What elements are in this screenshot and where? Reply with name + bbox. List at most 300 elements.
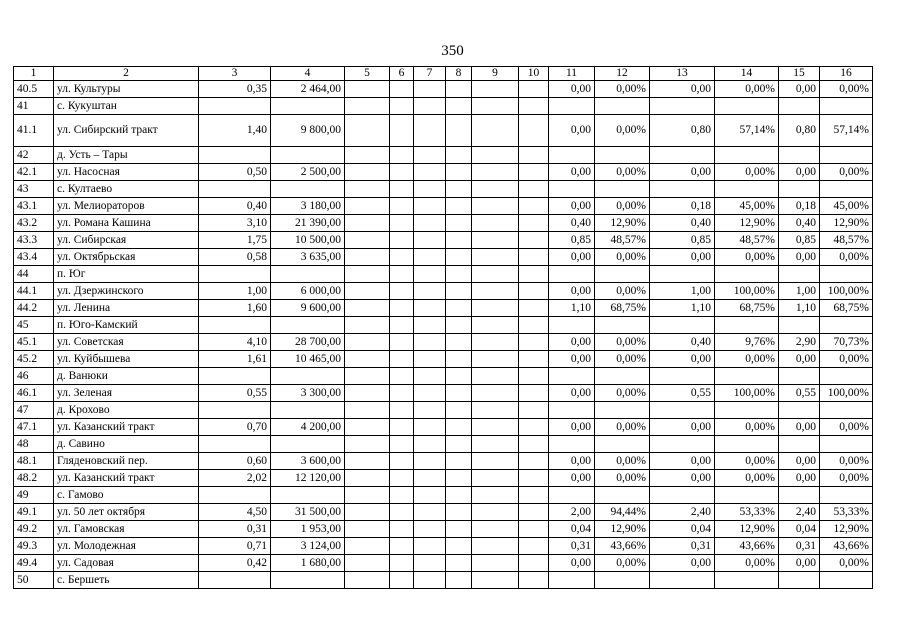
header-row bbox=[14, 67, 873, 81]
table-cell bbox=[446, 351, 472, 368]
table-cell bbox=[390, 300, 414, 317]
table-cell: 10 500,00 bbox=[271, 232, 345, 249]
table-cell bbox=[345, 368, 390, 385]
table-cell bbox=[390, 81, 414, 98]
header-cell: 3 bbox=[199, 67, 271, 81]
table-cell: 0,00 bbox=[779, 249, 820, 266]
table-cell: п. Юго-Камский bbox=[54, 317, 199, 334]
table-cell: 0,00% bbox=[820, 419, 873, 436]
table-cell: 0,00% bbox=[820, 81, 873, 98]
table-cell bbox=[472, 334, 519, 351]
table-cell bbox=[271, 487, 345, 504]
table-cell: 0,00% bbox=[715, 164, 779, 181]
table-cell bbox=[820, 266, 873, 283]
table-cell: 10 465,00 bbox=[271, 351, 345, 368]
table-cell bbox=[446, 266, 472, 283]
table-cell bbox=[472, 521, 519, 538]
table-body bbox=[14, 67, 873, 589]
table-cell: 0,04 bbox=[549, 521, 595, 538]
table-cell: 0,85 bbox=[650, 232, 715, 249]
table-cell: 3 124,00 bbox=[271, 538, 345, 555]
table-cell bbox=[472, 419, 519, 436]
table-cell bbox=[199, 317, 271, 334]
table-cell bbox=[414, 351, 446, 368]
table-cell bbox=[779, 266, 820, 283]
table-cell bbox=[446, 521, 472, 538]
table-cell: с. Кукуштан bbox=[54, 98, 199, 115]
table-cell bbox=[271, 266, 345, 283]
table-cell: 68,75% bbox=[820, 300, 873, 317]
table-cell bbox=[519, 436, 549, 453]
table-cell: 0,40 bbox=[779, 215, 820, 232]
table-cell: 0,00% bbox=[595, 351, 650, 368]
table-cell: 44 bbox=[14, 266, 54, 283]
table-cell bbox=[271, 181, 345, 198]
table-cell bbox=[446, 453, 472, 470]
table-cell: 0,00 bbox=[549, 385, 595, 402]
table-cell: 4,50 bbox=[199, 504, 271, 521]
table-cell bbox=[472, 504, 519, 521]
table-cell bbox=[519, 402, 549, 419]
table-cell: 12,90% bbox=[820, 521, 873, 538]
table-cell: 2,00 bbox=[549, 504, 595, 521]
table-cell bbox=[472, 266, 519, 283]
table-cell: 2,40 bbox=[650, 504, 715, 521]
table-cell bbox=[446, 300, 472, 317]
table-cell: 0,31 bbox=[199, 521, 271, 538]
table-cell: 0,00% bbox=[820, 249, 873, 266]
table-cell: 68,75% bbox=[715, 300, 779, 317]
table-cell bbox=[519, 555, 549, 572]
table-cell bbox=[519, 115, 549, 147]
table-cell bbox=[390, 334, 414, 351]
table-row bbox=[14, 249, 873, 266]
table-cell bbox=[345, 334, 390, 351]
table-cell bbox=[650, 266, 715, 283]
table-cell: 48,57% bbox=[820, 232, 873, 249]
table-cell bbox=[414, 521, 446, 538]
table-row bbox=[14, 98, 873, 115]
table-cell: 1,60 bbox=[199, 300, 271, 317]
table-cell: 0,31 bbox=[779, 538, 820, 555]
table-cell bbox=[446, 487, 472, 504]
table-row bbox=[14, 300, 873, 317]
table-cell bbox=[390, 419, 414, 436]
table-cell bbox=[715, 181, 779, 198]
table-cell bbox=[820, 98, 873, 115]
table-cell bbox=[345, 504, 390, 521]
table-cell bbox=[446, 215, 472, 232]
table-cell bbox=[472, 453, 519, 470]
table-cell bbox=[271, 317, 345, 334]
table-cell bbox=[519, 81, 549, 98]
table-cell bbox=[779, 98, 820, 115]
table-cell: 43,66% bbox=[595, 538, 650, 555]
table-cell: 12 120,00 bbox=[271, 470, 345, 487]
table-cell bbox=[345, 470, 390, 487]
table-cell bbox=[390, 487, 414, 504]
table-cell: 44.2 bbox=[14, 300, 54, 317]
table-cell bbox=[414, 487, 446, 504]
table-cell: 0,71 bbox=[199, 538, 271, 555]
table-cell: 42 bbox=[14, 147, 54, 164]
table-cell: 0,00% bbox=[715, 81, 779, 98]
table-cell: 43,66% bbox=[820, 538, 873, 555]
table-cell: 9 600,00 bbox=[271, 300, 345, 317]
table-cell: 41.1 bbox=[14, 115, 54, 147]
table-cell bbox=[820, 487, 873, 504]
table-cell: 49.1 bbox=[14, 504, 54, 521]
header-cell: 1 bbox=[14, 67, 54, 81]
table-cell: 0,00 bbox=[549, 81, 595, 98]
table-cell bbox=[472, 164, 519, 181]
table-cell: 12,90% bbox=[595, 521, 650, 538]
header-cell: 11 bbox=[549, 67, 595, 81]
page-number: 350 bbox=[441, 43, 464, 59]
table-cell bbox=[271, 402, 345, 419]
table-cell: п. Юг bbox=[54, 266, 199, 283]
table-cell bbox=[414, 453, 446, 470]
table-cell: 0,00 bbox=[779, 419, 820, 436]
table-cell bbox=[345, 249, 390, 266]
table-cell bbox=[472, 300, 519, 317]
header-cell: 2 bbox=[54, 67, 199, 81]
table-cell bbox=[549, 487, 595, 504]
table-cell bbox=[345, 521, 390, 538]
table-cell: 0,00% bbox=[715, 419, 779, 436]
table-cell bbox=[446, 334, 472, 351]
table-cell: с. Гамово bbox=[54, 487, 199, 504]
table-cell bbox=[820, 181, 873, 198]
table-cell: 0,00 bbox=[650, 164, 715, 181]
table-cell bbox=[519, 147, 549, 164]
table-cell bbox=[390, 317, 414, 334]
table-cell bbox=[472, 317, 519, 334]
table-row bbox=[14, 232, 873, 249]
table-cell: 0,00% bbox=[820, 470, 873, 487]
table-cell bbox=[715, 368, 779, 385]
table-cell: с. Култаево bbox=[54, 181, 199, 198]
table-row bbox=[14, 368, 873, 385]
table-cell bbox=[390, 215, 414, 232]
table-cell: 0,00% bbox=[715, 555, 779, 572]
table-cell: 0,04 bbox=[779, 521, 820, 538]
table-cell: 0,40 bbox=[199, 198, 271, 215]
table-cell: 1 680,00 bbox=[271, 555, 345, 572]
table-cell: ул. Дзержинского bbox=[54, 283, 199, 300]
table-cell: 21 390,00 bbox=[271, 215, 345, 232]
table-cell: 0,00 bbox=[779, 555, 820, 572]
table-cell bbox=[390, 147, 414, 164]
table-cell bbox=[271, 98, 345, 115]
table-cell bbox=[519, 283, 549, 300]
table-cell bbox=[414, 555, 446, 572]
table-cell: 45,00% bbox=[820, 198, 873, 215]
table-cell bbox=[390, 436, 414, 453]
table-cell bbox=[446, 402, 472, 419]
table-cell: ул. Садовая bbox=[54, 555, 199, 572]
table-cell: 100,00% bbox=[715, 283, 779, 300]
table-cell: 0,85 bbox=[779, 232, 820, 249]
table-cell bbox=[595, 266, 650, 283]
table-cell: 43.4 bbox=[14, 249, 54, 266]
table-cell bbox=[472, 283, 519, 300]
table-cell: 43 bbox=[14, 181, 54, 198]
table-cell bbox=[650, 181, 715, 198]
table-cell bbox=[345, 572, 390, 589]
table-cell: 48,57% bbox=[715, 232, 779, 249]
table-cell: 47 bbox=[14, 402, 54, 419]
table-cell: 48 bbox=[14, 436, 54, 453]
table-cell bbox=[650, 147, 715, 164]
table-cell: 12,90% bbox=[715, 215, 779, 232]
table-cell bbox=[472, 538, 519, 555]
table-cell bbox=[650, 487, 715, 504]
table-cell bbox=[549, 317, 595, 334]
table-cell bbox=[820, 436, 873, 453]
table-cell bbox=[549, 572, 595, 589]
table-cell: 0,00% bbox=[595, 385, 650, 402]
table-cell: 0,00% bbox=[595, 334, 650, 351]
table-cell: 0,70 bbox=[199, 419, 271, 436]
table-cell bbox=[414, 249, 446, 266]
table-cell bbox=[519, 198, 549, 215]
table-row bbox=[14, 538, 873, 555]
table-cell: 6 000,00 bbox=[271, 283, 345, 300]
table-cell bbox=[595, 181, 650, 198]
table-row bbox=[14, 81, 873, 98]
table-cell bbox=[519, 572, 549, 589]
table-cell: ул. Советская bbox=[54, 334, 199, 351]
header-cell: 5 bbox=[345, 67, 390, 81]
table-cell bbox=[390, 470, 414, 487]
table-cell: 0,80 bbox=[779, 115, 820, 147]
table-row bbox=[14, 504, 873, 521]
table-cell bbox=[345, 402, 390, 419]
header-cell: 13 bbox=[650, 67, 715, 81]
table-cell bbox=[414, 317, 446, 334]
table-cell bbox=[519, 538, 549, 555]
table-cell bbox=[446, 232, 472, 249]
table-cell bbox=[446, 572, 472, 589]
table-cell: 0,00 bbox=[549, 198, 595, 215]
table-cell: 0,00% bbox=[595, 555, 650, 572]
table-cell: 0,00% bbox=[820, 453, 873, 470]
table-cell: 49 bbox=[14, 487, 54, 504]
table-cell: 4,10 bbox=[199, 334, 271, 351]
table-cell: 49.4 bbox=[14, 555, 54, 572]
table-row bbox=[14, 147, 873, 164]
table-cell: д. Усть – Тары bbox=[54, 147, 199, 164]
table-cell: ул. Романа Кашина bbox=[54, 215, 199, 232]
table-cell bbox=[446, 385, 472, 402]
table-cell bbox=[345, 181, 390, 198]
table-cell bbox=[549, 402, 595, 419]
table-cell bbox=[519, 266, 549, 283]
table-cell bbox=[414, 81, 446, 98]
table-cell bbox=[390, 555, 414, 572]
table-cell: ул. Октябрьская bbox=[54, 249, 199, 266]
table-cell: 70,73% bbox=[820, 334, 873, 351]
table-cell: ул. Зеленая bbox=[54, 385, 199, 402]
table-row bbox=[14, 181, 873, 198]
table-cell bbox=[414, 402, 446, 419]
table-cell: 43,66% bbox=[715, 538, 779, 555]
table-cell bbox=[519, 504, 549, 521]
table-cell: 43.2 bbox=[14, 215, 54, 232]
table-cell: 0,55 bbox=[650, 385, 715, 402]
table-cell bbox=[345, 555, 390, 572]
table-cell bbox=[345, 385, 390, 402]
table-cell: 0,50 bbox=[199, 164, 271, 181]
table-cell: 45 bbox=[14, 317, 54, 334]
table-cell: 0,04 bbox=[650, 521, 715, 538]
table-cell bbox=[345, 115, 390, 147]
table-cell bbox=[390, 351, 414, 368]
table-cell bbox=[345, 317, 390, 334]
table-cell: Гляденовский пер. bbox=[54, 453, 199, 470]
table-cell bbox=[271, 368, 345, 385]
table-row bbox=[14, 470, 873, 487]
table-cell bbox=[390, 198, 414, 215]
table-cell: 45,00% bbox=[715, 198, 779, 215]
table-row bbox=[14, 453, 873, 470]
header-cell: 4 bbox=[271, 67, 345, 81]
table-cell: 1,40 bbox=[199, 115, 271, 147]
table-cell bbox=[519, 334, 549, 351]
table-cell: 0,00% bbox=[820, 555, 873, 572]
table-cell: 41 bbox=[14, 98, 54, 115]
table-cell bbox=[519, 249, 549, 266]
table-cell: 0,00 bbox=[650, 419, 715, 436]
table-cell: 45.2 bbox=[14, 351, 54, 368]
table-cell: 48.2 bbox=[14, 470, 54, 487]
table-cell: 0,18 bbox=[779, 198, 820, 215]
table-row bbox=[14, 334, 873, 351]
table-row bbox=[14, 419, 873, 436]
table-cell bbox=[595, 147, 650, 164]
table-cell bbox=[446, 98, 472, 115]
header-cell: 14 bbox=[715, 67, 779, 81]
table-cell: 0,00% bbox=[595, 470, 650, 487]
header-cell: 7 bbox=[414, 67, 446, 81]
table-cell bbox=[472, 249, 519, 266]
table-cell bbox=[199, 436, 271, 453]
table-cell bbox=[446, 504, 472, 521]
table-cell: 49.3 bbox=[14, 538, 54, 555]
table-row bbox=[14, 215, 873, 232]
table-cell bbox=[472, 115, 519, 147]
table-cell: 0,40 bbox=[549, 215, 595, 232]
table-cell: 40.5 bbox=[14, 81, 54, 98]
table-cell: 57,14% bbox=[820, 115, 873, 147]
table-cell bbox=[820, 317, 873, 334]
table-cell bbox=[779, 147, 820, 164]
table-cell: 0,00% bbox=[715, 453, 779, 470]
table-cell bbox=[472, 215, 519, 232]
table-cell: 2,40 bbox=[779, 504, 820, 521]
header-cell: 16 bbox=[820, 67, 873, 81]
table-cell bbox=[271, 436, 345, 453]
table-cell: 1 953,00 bbox=[271, 521, 345, 538]
table-cell: 0,00% bbox=[715, 249, 779, 266]
table-cell bbox=[595, 98, 650, 115]
table-cell: 0,00% bbox=[820, 351, 873, 368]
table-cell bbox=[345, 300, 390, 317]
table-cell bbox=[820, 368, 873, 385]
table-cell bbox=[779, 402, 820, 419]
table-cell bbox=[199, 98, 271, 115]
table-cell: 0,00% bbox=[595, 164, 650, 181]
table-cell: 2,90 bbox=[779, 334, 820, 351]
table-cell bbox=[446, 283, 472, 300]
table-cell bbox=[779, 487, 820, 504]
table-cell bbox=[549, 436, 595, 453]
table-cell bbox=[650, 572, 715, 589]
table-cell bbox=[414, 436, 446, 453]
table-cell bbox=[715, 317, 779, 334]
table-cell: 2 500,00 bbox=[271, 164, 345, 181]
table-cell: д. Крохово bbox=[54, 402, 199, 419]
table-cell bbox=[345, 147, 390, 164]
table-cell bbox=[446, 147, 472, 164]
table-cell bbox=[345, 98, 390, 115]
table-cell bbox=[595, 572, 650, 589]
table-cell bbox=[390, 453, 414, 470]
table-cell: 50 bbox=[14, 572, 54, 589]
table-cell bbox=[446, 419, 472, 436]
table-cell bbox=[446, 198, 472, 215]
table-cell bbox=[519, 521, 549, 538]
table-cell: 0,00 bbox=[650, 351, 715, 368]
table-cell bbox=[519, 164, 549, 181]
table-cell bbox=[472, 368, 519, 385]
table-cell bbox=[472, 470, 519, 487]
table-cell bbox=[650, 317, 715, 334]
table-cell: 0,00 bbox=[549, 470, 595, 487]
table-cell bbox=[414, 98, 446, 115]
table-cell: 0,55 bbox=[199, 385, 271, 402]
table-cell: 0,00% bbox=[595, 81, 650, 98]
table-cell bbox=[390, 283, 414, 300]
table-cell bbox=[446, 181, 472, 198]
table-cell bbox=[549, 147, 595, 164]
table-cell: 0,00 bbox=[779, 470, 820, 487]
table-cell bbox=[779, 317, 820, 334]
table-cell bbox=[414, 198, 446, 215]
table-cell bbox=[595, 402, 650, 419]
table-cell bbox=[390, 266, 414, 283]
table-cell bbox=[199, 402, 271, 419]
table-cell: 53,33% bbox=[820, 504, 873, 521]
table-cell: 0,00 bbox=[549, 164, 595, 181]
table-cell bbox=[650, 98, 715, 115]
table-cell: 12,90% bbox=[715, 521, 779, 538]
table-cell bbox=[446, 164, 472, 181]
table-cell bbox=[345, 283, 390, 300]
table-cell bbox=[271, 147, 345, 164]
table-cell bbox=[715, 487, 779, 504]
table-cell bbox=[519, 317, 549, 334]
table-cell: 12,90% bbox=[820, 215, 873, 232]
table-cell: 0,85 bbox=[549, 232, 595, 249]
table-cell bbox=[446, 317, 472, 334]
table-cell: ул. Культуры bbox=[54, 81, 199, 98]
table-cell: 0,31 bbox=[650, 538, 715, 555]
table-cell: 53,33% bbox=[715, 504, 779, 521]
table-cell bbox=[519, 351, 549, 368]
table-cell: 100,00% bbox=[715, 385, 779, 402]
